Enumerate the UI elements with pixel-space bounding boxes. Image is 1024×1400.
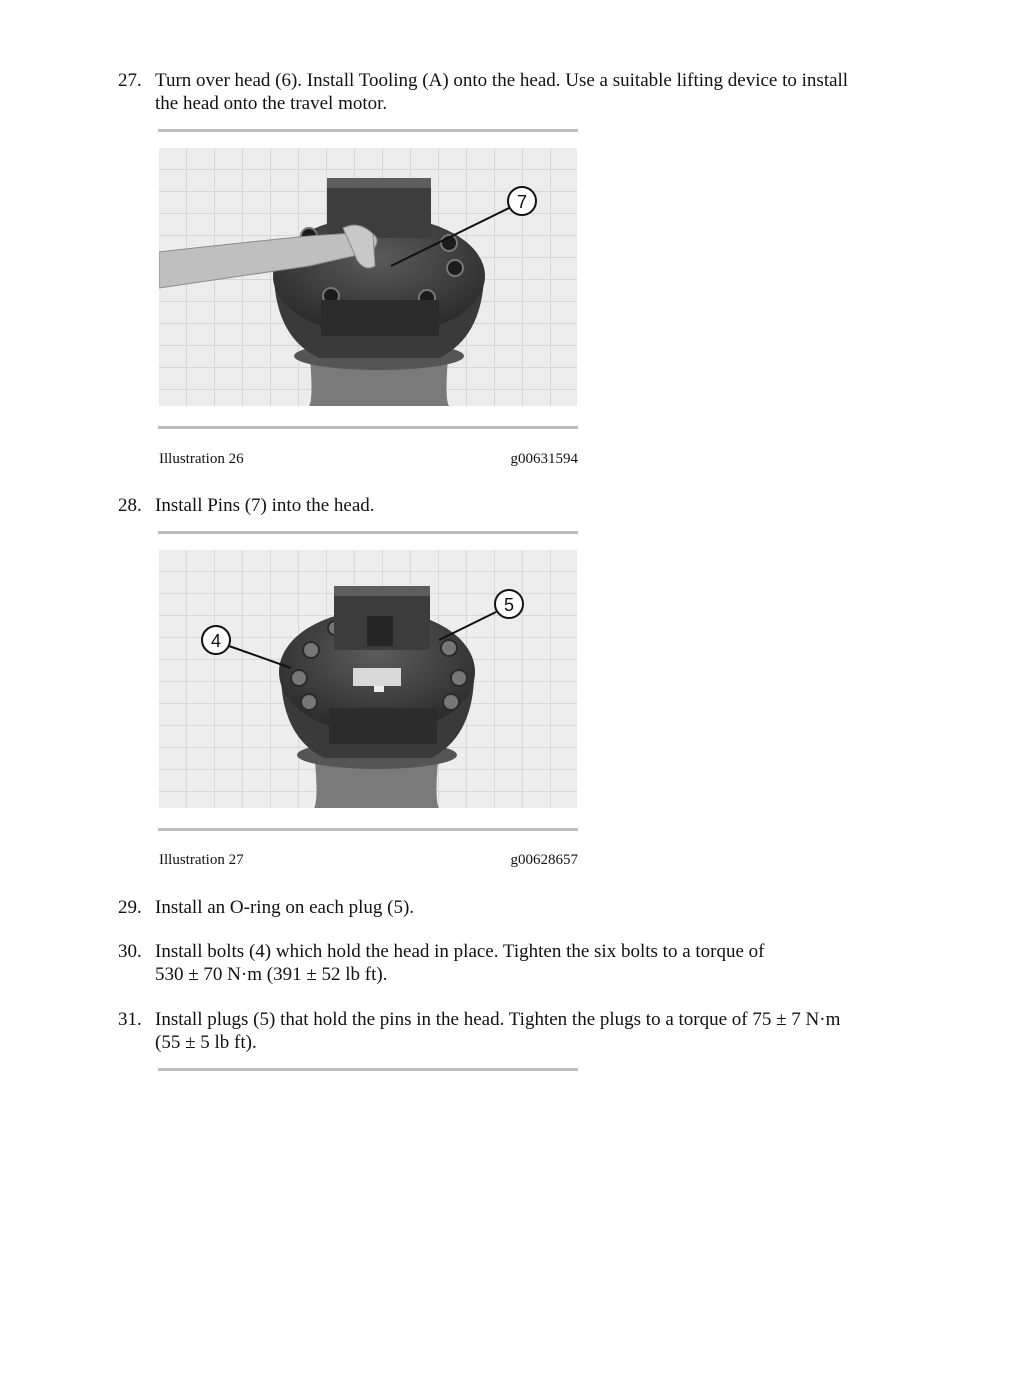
callout-4: 4 — [210, 631, 222, 651]
step-number: 30. — [118, 941, 142, 962]
illustration-26-photo — [159, 148, 577, 406]
divider — [158, 828, 578, 831]
step-text-line: Install plugs (5) that hold the pins in the head. Tighten the plugs to a torque of 75 ± 7 N·m — [155, 1009, 841, 1030]
step-text — [155, 896, 918, 919]
step-text-line: Install Pins (7) into the head. — [155, 495, 375, 516]
illustration-label: Illustration 27 — [159, 852, 244, 868]
travel-motor-head-image — [159, 148, 577, 406]
step-text-line: Install an O-ring on each plug (5). — [155, 897, 415, 918]
callout-5: 5 — [503, 595, 515, 615]
step-text — [155, 494, 918, 517]
divider — [158, 129, 578, 132]
step-text-line: 530 ± 70 N·m (391 ± 52 lb ft). — [155, 964, 388, 985]
step-text — [155, 69, 918, 115]
callout-7: 7 — [516, 192, 528, 212]
divider — [158, 531, 578, 534]
travel-motor-head-image — [159, 550, 577, 808]
step-number: 29. — [118, 897, 142, 918]
step-text-line: (55 ± 5 lb ft). — [155, 1032, 257, 1053]
step-text — [155, 940, 918, 986]
step-text — [155, 1008, 918, 1054]
step-number: 28. — [118, 495, 142, 516]
step-text-line: Install bolts (4) which hold the head in place. Tighten the six bolts to a torque of — [155, 941, 765, 962]
illustration-label: Illustration 26 — [159, 451, 244, 467]
step-text-line: Turn over head (6). Install Tooling (A) onto the head. Use a suitable lifting device to install — [155, 70, 849, 91]
illustration-code: g00628657 — [510, 852, 578, 868]
step-number: 31. — [118, 1009, 142, 1030]
divider — [158, 426, 578, 429]
step-text-line: the head onto the travel motor. — [155, 93, 388, 114]
illustration-code: g00631594 — [510, 451, 578, 467]
divider — [158, 1068, 578, 1071]
step-number: 27. — [118, 70, 142, 91]
illustration-27-photo — [159, 550, 577, 808]
